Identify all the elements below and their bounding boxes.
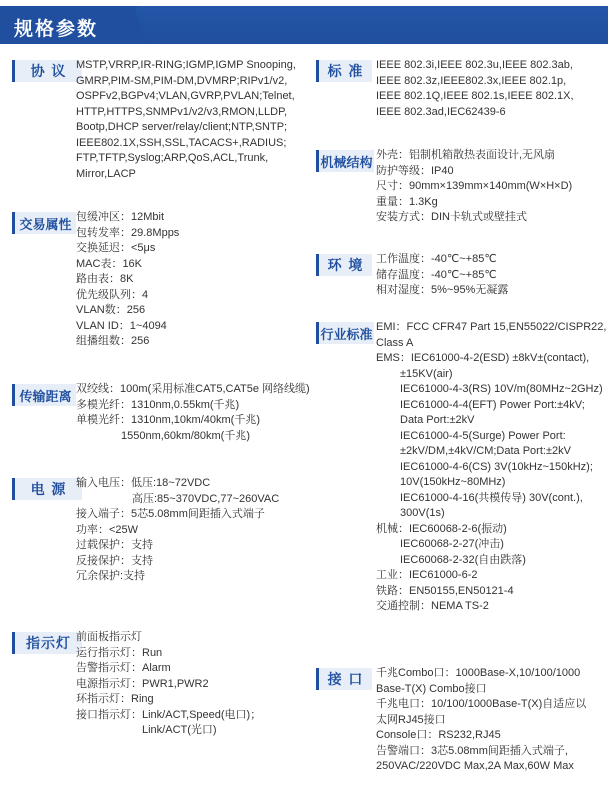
spec-line: MAC表：16K <box>76 257 143 270</box>
spec-line: Base-T(X) Combo接口 <box>376 682 487 695</box>
spec-line: HTTP,HTTPS,SNMPv1/v2/v3,RMON,LLDP, <box>76 105 288 118</box>
spec-line: VLAN ID：1~4094 <box>76 319 167 332</box>
spec-line: Bootp,DHCP server/relay/client;NTP,SNTP; <box>76 121 288 133</box>
spec-line: 铁路：EN50155,EN50121-4 <box>376 584 514 597</box>
section-label-standard: 标 准 <box>316 60 372 82</box>
spec-line: 尺寸：90mm×139mm×140mm(W×H×D) <box>376 180 573 192</box>
spec-line: Link/ACT(光口) <box>142 724 217 736</box>
spec-line: MSTP,VRRP,IR-RING;IGMP,IGMP Snooping, <box>76 59 296 71</box>
section-body-interface <box>376 666 600 775</box>
spec-line: IEC61000-4-4(EFT) Power Port:±4kV; <box>400 398 585 411</box>
spec-line: Data Port:±2kV <box>400 414 475 426</box>
section-body-power <box>76 476 306 585</box>
spec-line: 防护等级：IP40 <box>376 164 454 177</box>
spec-line: 接口指示灯：Link/ACT,Speed(电口)； <box>76 708 262 721</box>
section-body-indicator <box>76 630 306 739</box>
spec-line: Console口：RS232,RJ45 <box>376 729 501 741</box>
spec-line: IEEE 802.3i,IEEE 802.3u,IEEE 802.3ab, <box>376 59 573 71</box>
spec-line: 包转发率：29.8Mpps <box>76 226 180 239</box>
header-band <box>0 6 608 44</box>
spec-line: 优先级队列：4 <box>76 288 149 301</box>
header-stripe <box>120 6 608 44</box>
spec-line: 电源指示灯：PWR1,PWR2 <box>76 677 209 690</box>
spec-line: 多模光纤：1310nm,0.55km(千兆) <box>76 398 240 411</box>
spec-line: EMS：IEC61000-4-2(ESD) ±8kV±(contact), <box>376 352 590 364</box>
spec-line: 冗余保护:支持 <box>76 570 146 582</box>
spec-line: 接入端子：5芯5.08mm间距插入式端子 <box>76 508 265 520</box>
section-body-industry <box>376 320 607 615</box>
spec-line: IEEE 802.3z,IEEE802.3x,IEEE 802.1p, <box>376 74 567 87</box>
spec-line: FTP,TFTP,Syslog;ARP,QoS,ACL,Trunk, <box>76 152 269 164</box>
section-label-switching: 交易属性 <box>12 212 76 234</box>
section-label-environment: 环 境 <box>316 254 372 276</box>
spec-line: ±2kV/DM,±4kV/CM;Data Port:±2kV <box>400 445 571 457</box>
spec-line: 交换延迟：<5μs <box>76 242 156 254</box>
spec-line: OSPFv2,BGPv4;VLAN,GVRP,PVLAN;Telnet, <box>76 90 295 102</box>
spec-line: 250VAC/220VDC Max,2A Max,60W Max <box>376 760 574 772</box>
spec-line: VLAN数：256 <box>76 304 146 316</box>
spec-line: 300V(1s) <box>400 507 445 519</box>
spec-line: 前面板指示灯 <box>76 631 142 643</box>
spec-line: 反接保护：支持 <box>76 554 153 567</box>
spec-line: 路由表：8K <box>76 273 134 285</box>
spec-line: 1550nm,60km/80km(千兆) <box>121 429 250 442</box>
spec-line: IEC61000-4-6(CS) 3V(10kHz~150kHz); <box>400 460 593 473</box>
spec-line: 告警端口：3芯5.08mm间距插入式端子, <box>376 744 568 757</box>
spec-line: IEEE802.1X,SSH,SSL,TACACS+,RADIUS; <box>76 136 287 149</box>
spec-line: 环指示灯：Ring <box>76 693 154 705</box>
spec-line: IEC60068-2-27(冲击) <box>400 538 504 550</box>
section-label-mechanical: 机械结构 <box>316 150 374 172</box>
spec-line: 安装方式：DIN卡轨式或壁挂式 <box>376 211 527 223</box>
spec-line: 告警指示灯：Alarm <box>76 662 171 674</box>
spec-line: IEEE 802.3ad,IEC62439-6 <box>376 105 506 118</box>
section-body-protocol <box>76 58 306 182</box>
section-label-interface: 接 口 <box>316 668 372 690</box>
spec-line: 储存温度：-40℃~+85℃ <box>376 268 497 281</box>
spec-line: 功率：<25W <box>76 523 139 536</box>
section-body-environment <box>376 252 600 299</box>
spec-line: 单模光纤：1310nm,10km/40km(千兆) <box>76 414 260 426</box>
spec-line: ±15KV(air) <box>400 367 453 380</box>
spec-line: 重量：1.3Kg <box>376 195 438 208</box>
section-label-distance: 传输距离 <box>12 384 76 406</box>
spec-line: 太网RJ45接口 <box>376 713 446 726</box>
spec-line: 外壳：铝制机箱散热表面设计,无风扇 <box>376 149 556 161</box>
spec-line: 输入电压：低压:18~72VDC <box>76 477 211 489</box>
spec-line: 双绞线：100m(采用标准CAT5,CAT5e 网络线缆) <box>76 383 310 395</box>
section-body-distance <box>76 382 310 444</box>
spec-line: 工作温度：-40℃~+85℃ <box>376 253 497 265</box>
spec-line: GMRP,PIM-SM,PIM-DM,DVMRP;RIPv1/v2, <box>76 74 288 87</box>
spec-line: IEEE 802.1Q,IEEE 802.1s,IEEE 802.1X, <box>376 90 574 102</box>
section-label-protocol: 协 议 <box>12 60 82 82</box>
section-body-mechanical <box>376 148 600 226</box>
spec-line: 高压:85~370VDC,77~260VAC <box>132 492 280 505</box>
spec-line: 10V(150kHz~80MHz) <box>400 476 506 488</box>
section-body-standard <box>376 58 600 120</box>
spec-line: 组播组数：256 <box>76 335 150 347</box>
spec-line: Mirror,LACP <box>76 167 136 180</box>
page-title: 规格参数 <box>14 18 99 40</box>
spec-line: IEC61000-4-3(RS) 10V/m(80MHz~2GHz) <box>400 383 603 395</box>
spec-line: IEC61000-4-16(共模传导) 30V(cont.), <box>400 491 583 504</box>
spec-line: IEC61000-4-5(Surge) Power Port: <box>400 429 566 442</box>
spec-line: 过载保护：支持 <box>76 539 153 551</box>
spec-line: 包缓冲区：12Mbit <box>76 211 165 223</box>
spec-line: Class A <box>376 336 414 349</box>
spec-line: IEC60068-2-32(自由跌落) <box>400 553 526 566</box>
spec-line: 机械：IEC60068-2-6(振动) <box>376 522 507 535</box>
section-label-power: 电 源 <box>12 478 82 500</box>
section-label-indicator: 指示灯 <box>12 632 82 654</box>
spec-line: 交通控制：NEMA TS-2 <box>376 600 489 612</box>
section-label-industry: 行业标准 <box>316 322 374 344</box>
spec-line: 相对湿度：5%~95%无凝露 <box>376 284 509 296</box>
spec-line: 千兆电口：10/100/1000Base-T(X)自适应以 <box>376 698 587 710</box>
spec-line: 运行指示灯：Run <box>76 646 163 659</box>
spec-line: 工业：IEC61000-6-2 <box>376 569 478 581</box>
spec-line: 千兆Combo口：1000Base-X,10/100/1000 <box>376 667 581 679</box>
spec-line: EMI：FCC CFR47 Part 15,EN55022/CISPR22, <box>376 321 607 333</box>
section-body-switching <box>76 210 306 350</box>
